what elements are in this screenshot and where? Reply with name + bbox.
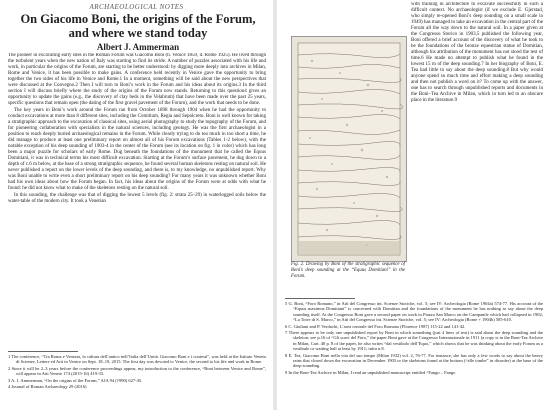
footnote: 7 There appears to be only one unpublished report by Boni in which something (just 4 lines of text) is said about the deep sounding and the skeleton: see p.16 of “Gli scavi del Foro,” the paper Boni gave at the Congresso Internazionale in 1911 (a copy is in the Boni-Tea Archive in Milan, Cart. 40 p. 8 of the paper, he also writes “dal vestibolo dell’Equo,” which shows that he was thinking about the early Forum as a vestibule or waiting hall at least by 1911; infra n.8.	[285, 330, 543, 352]
right-body-text	[411, 2, 543, 294]
left-page	[0, 0, 273, 410]
article-title: On Giacomo Boni, the origins of the Forum, and where we stand today	[20, 12, 256, 40]
footnote-rule	[8, 351, 78, 352]
stratigraphy-drawing	[291, 36, 407, 262]
footnote: 4 Journal of Roman Archaeology 29 (2016)	[8, 384, 87, 390]
right-footnotes	[285, 301, 543, 408]
footnote-rule	[285, 298, 355, 299]
stratigraphy-sketch-icon	[292, 37, 406, 261]
footnote: 2 Since it will be 2–3 years before the conference proceedings appear, my introduction to the conference, “Boni between Venice and Rome”, will appear in Atti Veneto 174 (2015-16) 419-33.	[8, 365, 266, 377]
footnote: 6 C. Giuliani and P. Verduchi, L’area centrale del Foro Romano (Florence 1987) 115-22 and 141-42.	[285, 323, 466, 329]
article-author: Albert J. Ammerman	[96, 42, 180, 52]
left-body-text	[8, 53, 266, 347]
body-paragraph: with training in architecture to excavate successfully in such a difficult context. No archaeologist (if we exclude E. Gjerstad, who simply re-opened Boni’s deep sounding on a small scale in 1949) has managed to take an excavation in the central part of the Forum all the way down to the natural soil. In a paper given at the Congresso Storico in 1903,5 published the following year, Boni offered a brief account of the discovery of what he took to be the foundations of the bronze equestrian statue of Domitian, although his attribution of the monument has not stood the test of time.6 He made no attempt to publish what he found in the lowest 15 m of the deep sounding.7 In her biography of Boni, E. Tea had little to say about the deep sounding.8 But why would anyone spend so much time and effort making a deep sounding and then not publish a word on it? To come up with the answer, one has to search through unpublished reports and documents in the Boni–Tea Archive in Milan, which in turn led to an obscure place in the literature.9	[411, 2, 543, 103]
body-paragraph: The pioneer in excavating early sites in the Roman Forum was Giacomo Boni (b. Venice 1859, d. Rome 1925). He lived through the turbulent years when the new nation of Italy was starting to find its stride. A number of puzzles associated with his life and work, in particular the origins of the Forum, are starting to be better understood: by digging more deeply into archives in Milan, Rome and Venice, it has been possible to make gains. A conference held recently in Venice gave the opportunity to bring together the two sides of his life in Venice and Rome.1 In a moment, something will be said about the new perspectives that were discussed at the Convegno.2 Then I will turn to Boni’s work in the Forum and his ideas about its origins.3 In the third section I will discuss briefly where the study of the origins of the Forum now stands. Returning to this question4 gives an opportunity to update the gains (e.g., the discovery of clay beds in the Velabrum) that have been made over the past 25 years, specific questions that remain open (the dating of the first gravel pavement of the Forum), and the work that needs to be done.	[8, 53, 266, 106]
footnote: 9 In the Boni-Tea Archive in Milan, I read an unpublished manuscript entitled “Fango – Fango	[285, 369, 456, 375]
footnote: 8 E. Tea, Giacomo Boni nella vita del suo tempo (Milan 1932) vol. 2, 76-77. For instance, she has only a few words to say about the heavy rains that closed down the excavation in December 1903 or the skeletons found at the bottom (“alle tombe” in disorder) at the base of the deep sounding.	[285, 352, 543, 369]
running-head: ARCHAEOLOGICAL NOTES	[89, 3, 184, 11]
body-paragraph: The key years in Boni’s work around the Forum ran from October 1898 through 1904 when he had the opportunity to conduct excavations at more than 8 different sites, including the Comitium, Regia and Sepolcreto. Boni is well known for taking a stratigraphic approach to the excavation of classical sites, using aerial photography to study the topography of the Forum, and for pioneering collaboration with specialists in the natural sciences, including geology. He was the first archaeologist in a position to reach deeply buried archaeological remains in the Forum. While clearly trying to do too much in too short a time, he did manage to produce at least one preliminary report on almost all of his Forum excavations (Tables 1-2 below), with the notable exception of his deep sounding of 1903-4 in the center of the Forum (see its location on fig. 1 in color) which has long been a major puzzle for scholars of early Rome. Dug beneath the foundations of the monument that he called the Equus Domitiani, it was in technical terms his most difficult excavation. Starting at the Forum’s surface pavement, he dug down to a depth of c.6 m below, at the base of a strong stratigraphic sequence, he found several human skeletons resting on natural soil. He never published a report on the lower levels of the deep sounding, and there is, to my knowledge, no unpublished report. Why was Boni unable to write even a short preliminary report on his deep sounding? For many years it was unknown whether Boni had his own ideas about how the Forum began. In fact, his ideas about the origins of the Forum were at odds with what he found: he did not know what to make of the skeletons resting on the natural soil.	[8, 108, 266, 191]
footnote: 5 G. Boni, “Foro Romano,” in Atti del Congresso int. Scienze Storiche, vol. 5; see IV: Archeologia (Rome 1904a) 574-77. His account of the “Equus maximus Domitiani” is concerned with Domitian and the foundations of the monument he has nothing to say about the deep sounding itself. At the Congresso Boni gave a second paper on work in Piazza San Marco on the Campanile which had collapsed in 1902; “La Torre di S. Marco,” in Atti del Congresso int. Scienze Storiche, vol. 5; see IV: Archeologia (Rome + 1904b) 585-610.	[285, 301, 543, 323]
footnote: 1 The conference, “Tra Roma e Venezia, la cultura dell’antico nell’Italia dell’Unità. Giacomo Boni e i contesti”, was held at the Istituto Veneto di Scienze, Lettere ed Arti in Venice on Sept. 18–19, 2015. The first day was devoted to Venice, the second to his life and work in Rome.	[8, 354, 266, 365]
footnote: 3 A. J. Ammerman, “On the origins of the Forum,” AJA 94 (1990) 627-45.	[8, 377, 143, 383]
body-paragraph: In this sounding, the challenge was that of digging the lowest 5 levels (fig. 2: strata 25–29) in waterlogged soils below the water-table of the modern city. It took a Venetian	[8, 193, 266, 204]
figure-caption: Fig. 2. Drawing by Boni of the stratigraphic sequence of Boni’s deep sounding at the “Equus Domitiani” in the Forum.	[291, 262, 405, 279]
right-page	[277, 0, 550, 410]
left-footnotes	[8, 354, 266, 408]
